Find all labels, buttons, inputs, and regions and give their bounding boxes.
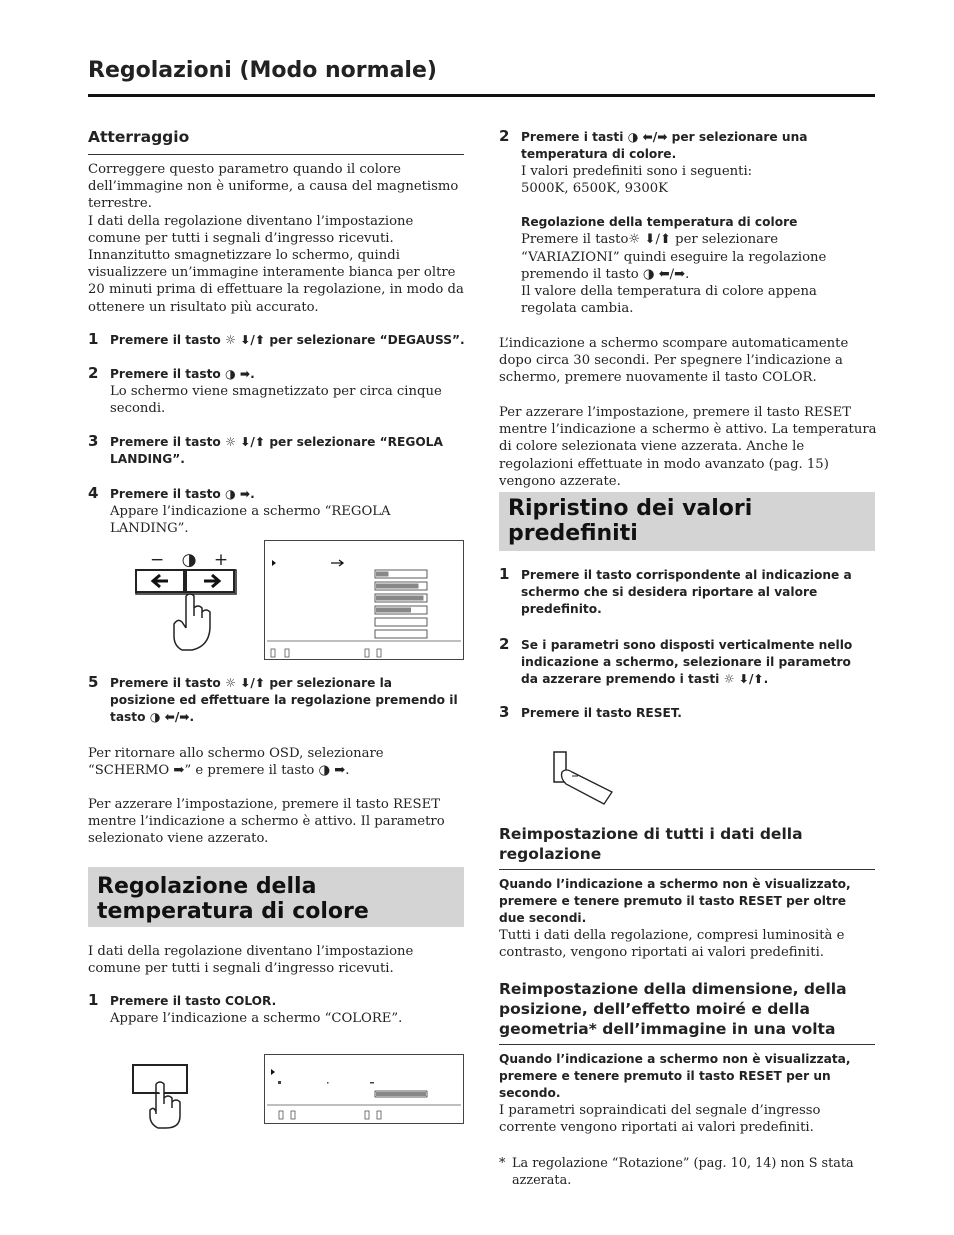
buttons-label: − ◑ + xyxy=(150,550,235,570)
reset-all-instruction: Quando l’indicazione a schermo non è visualizzato, premere e tenere premuto il tasto RESET per oltre due secondi. xyxy=(499,877,851,925)
step-instruction: Premere il tasto COLOR. xyxy=(110,994,277,1008)
step-number: 1 xyxy=(88,991,99,1009)
color-temp-intro: I dati della regolazione diventano l’impostazione comune per tutti i segnali d’ingresso ricevuti. xyxy=(88,944,414,977)
landing-para: Innanzitutto smagnetizzare lo schermo, quindi visualizzere un’immagine interamente bianca per oltre 20 minuti prima di effettuare la regolazione, in modo da ottenere un risultato più accurato. xyxy=(88,248,464,315)
landing-para: I dati della regolazione diventano l’impostazione comune per tutti i segnali d’ingresso ricevuti. xyxy=(88,213,414,246)
landing-rule xyxy=(88,154,464,155)
landing-after-1: Per ritornare allo schermo OSD, selezionare “SCHERMO ➡” e premere il tasto ◑ ➡. xyxy=(88,746,384,779)
osd-color-screen xyxy=(264,1054,464,1124)
reset-all-detail: Tutti i dati della regolazione, compresi luminosità e contrasto, vengono riportati ai valori predefiniti. xyxy=(499,928,845,961)
color-temp-para: Per azzerare l’impostazione, premere il tasto RESET mentre l’indicazione a schermo è attivo. La temperatura di colore selezionata viene azzerata. Anche le regolazioni effettuate in modo avanzato (pag. 15) vengono azzerate. xyxy=(499,405,877,489)
step-number: 2 xyxy=(88,364,99,382)
step-number: 4 xyxy=(88,484,99,502)
osd-level-frame xyxy=(375,618,427,626)
reset-all-body xyxy=(499,876,875,961)
step-detail: Il valore della temperatura di colore appena regolata cambia. xyxy=(521,284,817,317)
step-body xyxy=(110,993,470,1027)
step-instruction: Premere il tasto ☼ ⬇/⬆ per selezionare “REGOLA LANDING”. xyxy=(110,435,443,466)
step-number: 1 xyxy=(499,565,510,583)
osd-level-fill xyxy=(376,584,419,589)
step-instruction: Premere il tasto ◑ ➡. xyxy=(110,487,255,501)
step-detail: Premere il tasto☼ ⬇/⬆ per selezionare “VARIAZIONI” quindi eseguire la regolazione premendo il tasto ◑ ⬅/➡. xyxy=(521,232,827,282)
reset-button-illustration xyxy=(550,748,620,808)
step-number: 2 xyxy=(499,127,510,145)
reset-geometry-rule xyxy=(499,1044,875,1045)
reset-geometry-detail: I parametri sopraindicati del segnale d’ingresso corrente vengono riportati ai valori predefiniti. xyxy=(499,1103,821,1136)
osd-level-fill xyxy=(376,572,389,577)
osd-level-fill xyxy=(376,608,411,613)
color-button-illustration xyxy=(130,1062,200,1132)
step-number: 3 xyxy=(499,703,510,721)
step-instruction: Premere il tasto corrispondente al indicazione a schermo che si desidera riportare al valore predefinito. xyxy=(521,568,852,616)
reset-all-heading: Reimpostazione di tutti i dati della regolazione xyxy=(499,825,803,863)
step-body xyxy=(110,486,470,537)
step-instruction: Premere il tasto ◑ ➡. xyxy=(110,367,255,381)
step-number: 5 xyxy=(88,673,99,691)
landing-intro xyxy=(88,161,466,316)
control-buttons-illustration xyxy=(132,566,242,656)
step-instruction: Premere il tasto RESET. xyxy=(521,706,682,720)
color-temp-section-header xyxy=(88,867,464,927)
step-body xyxy=(521,129,873,317)
landing-heading: Atterraggio xyxy=(88,128,190,146)
reset-geometry-body xyxy=(499,1051,875,1136)
reset-geometry-instruction: Quando l’indicazione a schermo non è visualizzata, premere e tenere premuto il tasto RESET per un secondo. xyxy=(499,1052,851,1100)
step-instruction: Premere il tasto ☼ ⬇/⬆ per selezionare “DEGAUSS”. xyxy=(110,333,465,347)
step-detail: Lo schermo viene smagnetizzato per circa cinque secondi. xyxy=(110,384,442,417)
step-detail: Appare l’indicazione a schermo “COLORE”. xyxy=(110,1011,403,1026)
step-detail: Appare l’indicazione a schermo “REGOLA LANDING”. xyxy=(110,504,391,537)
step-body xyxy=(110,366,450,417)
restore-heading: Ripristino dei valori predefiniti xyxy=(508,496,753,546)
reset-geometry-heading: Reimpostazione della dimensione, della posizione, dell’effetto moiré e della geometria* dell’immagine in una volta xyxy=(499,980,847,1038)
page-title: Regolazioni (Modo normale) xyxy=(88,58,437,83)
osd-landing-screen xyxy=(264,540,464,660)
step-detail: I valori predefiniti sono i seguenti: xyxy=(521,164,753,179)
step-detail: 5000K, 6500K, 9300K xyxy=(521,181,669,197)
step-number: 3 xyxy=(88,432,99,450)
footnote-text: La regolazione “Rotazione” (pag. 10, 14) non S stata azzerata. xyxy=(512,1156,854,1189)
osd-color-graphic xyxy=(265,1055,463,1123)
step-instruction: Premere i tasti ◑ ⬅/➡ per selezionare una temperatura di colore. xyxy=(521,130,808,161)
restore-section-header xyxy=(499,492,875,551)
color-temp-subheading: Regolazione della temperatura di colore xyxy=(521,215,798,230)
osd-landing-graphic xyxy=(265,541,463,659)
reset-all-rule xyxy=(499,869,875,870)
step-number: 2 xyxy=(499,635,510,653)
landing-para: Correggere questo parametro quando il colore dell’immagine non è uniforme, a causa del magnetismo terrestre. xyxy=(88,162,459,212)
title-rule xyxy=(88,94,875,97)
osd-level-frame xyxy=(375,630,427,638)
color-temp-heading: Regolazione della temperatura di colore xyxy=(97,874,369,924)
osd-level-fill xyxy=(376,596,424,601)
step-instruction: Se i parametri sono disposti verticalmente nello indicazione a schermo, selezionare il parametro da azzerare premendo i tasti ☼ ⬇/⬆. xyxy=(521,638,853,686)
landing-after-2: Per azzerare l’impostazione, premere il tasto RESET mentre l’indicazione a schermo è attivo. Il parametro selezionato viene azzerato. xyxy=(88,797,445,847)
step-instruction: Premere il tasto ☼ ⬇/⬆ per selezionare la posizione ed effettuare la regolazione premendo il tasto ◑ ⬅/➡. xyxy=(110,676,458,724)
step-number: 1 xyxy=(88,330,99,348)
footnote-mark: * xyxy=(499,1156,506,1171)
color-temp-para: L’indicazione a schermo scompare automaticamente dopo circa 30 secondi. Per spegnere l’indicazione a schermo, premere nuovamente il tasto COLOR. xyxy=(499,336,849,386)
